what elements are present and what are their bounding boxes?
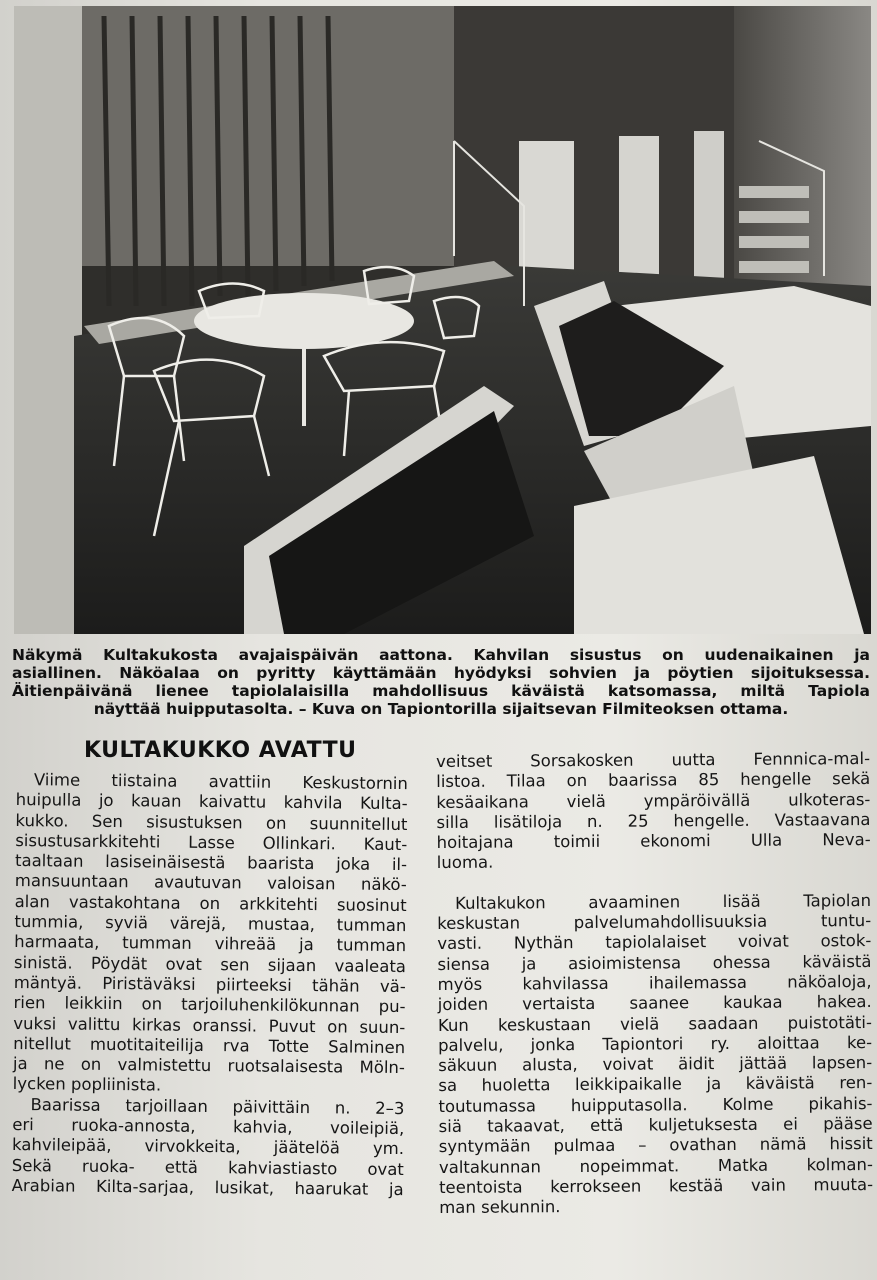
text-line: harmaata, tumman vihreää ja tumman xyxy=(14,932,407,956)
text-line: joiden vertaista saanee kaukaa hakea. xyxy=(437,992,872,1015)
text-line: Sekä ruoka- että kahviastiasto ovat xyxy=(11,1155,404,1179)
text-line: nitellut muotitaiteilija rva Totte Salminen xyxy=(13,1033,406,1057)
text-line: myös kahvilassa ihailemassa näköaloja, xyxy=(437,971,872,994)
text-line: luoma. xyxy=(436,853,494,873)
text-line: rien leikkiin on tarjoiluhenkilökunnan pu- xyxy=(13,993,406,1017)
text-line: sinistä. Pöydät ovat sen sijaan vaaleata xyxy=(13,952,407,976)
caption-line: näyttää huipputasolta. – Kuva on Tapiontorilla sijaitsevan Filmiteoksen ottama. xyxy=(93,700,789,718)
text-line: huipulla jo kauan kaivattu kahvila Kulta- xyxy=(15,790,408,814)
text-line: Baarissa tarjoillaan päivittäin n. 2–3 xyxy=(30,1094,405,1118)
caption-line: asiallinen. Näköalaa on pyritty käyttämään hyödyksi sohvien ja pöytien sijoituksessa. xyxy=(12,664,870,682)
text-line: kesäaikana vielä ympäröivällä ulkoteras- xyxy=(436,789,871,812)
caption-line: Äitienpäivänä lienee tapiolalaisilla mahdollisuus käväistä katsomassa, miltä Tapiola xyxy=(12,682,870,700)
text-line: teentoista kerrokseen kestää vain muuta- xyxy=(438,1174,874,1197)
text-line: Viime tiistaina avattiin Keskustornin xyxy=(33,770,408,794)
text-line: silla lisätiloja n. 25 hengelle. Vastaavana xyxy=(436,809,871,832)
text-line: siä takaavat, että kuljetuksesta ei pääse xyxy=(438,1114,873,1137)
text-line: ja ne on valmistettu ruotsalaisesta Möln- xyxy=(12,1054,406,1078)
text-line: hoitajana toimii ekonomi Ulla Neva- xyxy=(436,830,871,853)
cafe-interior-photo xyxy=(14,6,871,634)
caption-line: Näkymä Kultakukosta avajaispäivän aattona. Kahvilan sisustus on uudenaikainen ja xyxy=(12,646,870,664)
text-line: veitset Sorsakosken uutta Fennnica-mal- xyxy=(436,748,871,771)
text-line: eri ruoka-annosta, kahvia, voileipiä, xyxy=(12,1115,405,1139)
text-line: tummia, syviä värejä, mustaa, tumman xyxy=(14,912,407,936)
text-line: alan vastakohtana on arkkitehti suosinut xyxy=(14,891,407,915)
text-line: kahvileipää, virvokkeita, jäätelöä ym. xyxy=(11,1135,405,1159)
text-line: syntymään pulmaa – ovathan nämä hissit xyxy=(438,1134,873,1157)
text-line: siensa ja asioimistensa ohessa käväistä xyxy=(437,951,872,974)
text-line: Arabian Kilta-sarjaa, lusikat, haarukat ja xyxy=(11,1175,404,1200)
text-line: Kun keskustaan vielä saadaan puistotäti- xyxy=(437,1012,872,1035)
text-line: sa huoletta leikkipaikalle ja käväistä ren- xyxy=(438,1073,873,1096)
article-headline: KULTAKUKKO AVATTU xyxy=(84,738,357,763)
article-left-column xyxy=(12,770,408,1200)
text-line: palvelu, jonka Tapiontori ry. aloittaa ke- xyxy=(437,1032,873,1055)
text-line: vasti. Nythän tapiolalaiset voivat ostok- xyxy=(437,931,872,954)
photo-caption xyxy=(12,646,870,718)
text-line: man sekunnin. xyxy=(439,1197,561,1218)
photo-cafe-interior-icon xyxy=(14,6,871,634)
text-line: säkuun alusta, voivat äidit jättää lapsen- xyxy=(438,1053,873,1076)
text-line: toutumassa huipputasolla. Kolme pikahis- xyxy=(438,1093,873,1116)
text-line: vuksi valittu kirkas oranssi. Puvut on suun- xyxy=(13,1013,406,1037)
text-line: mansuuntaan avautuvan valoisan näkö- xyxy=(14,871,407,895)
text-line: keskustan palvelumahdollisuuksia tuntu- xyxy=(437,911,872,934)
text-line: sisustusarkkitehti Lasse Ollinkari. Kaut- xyxy=(15,830,408,854)
text-line: listoa. Tilaa on baarissa 85 hengelle sekä xyxy=(436,769,871,792)
text-line: lycken popliinista. xyxy=(12,1074,162,1095)
text-line: Kultakukon avaaminen lisää Tapiolan xyxy=(454,890,872,913)
text-line: kukko. Sen sisustuksen on suunnitellut xyxy=(15,810,408,834)
text-line: taaltaan lasiseinäisestä baarista joka il- xyxy=(14,851,408,875)
text-line: valtakunnan nopeimmat. Matka kolman- xyxy=(438,1154,873,1177)
article-right-column xyxy=(436,749,873,1219)
text-line: mäntyä. Piristäväksi piirteeksi tähän vä- xyxy=(13,972,406,997)
